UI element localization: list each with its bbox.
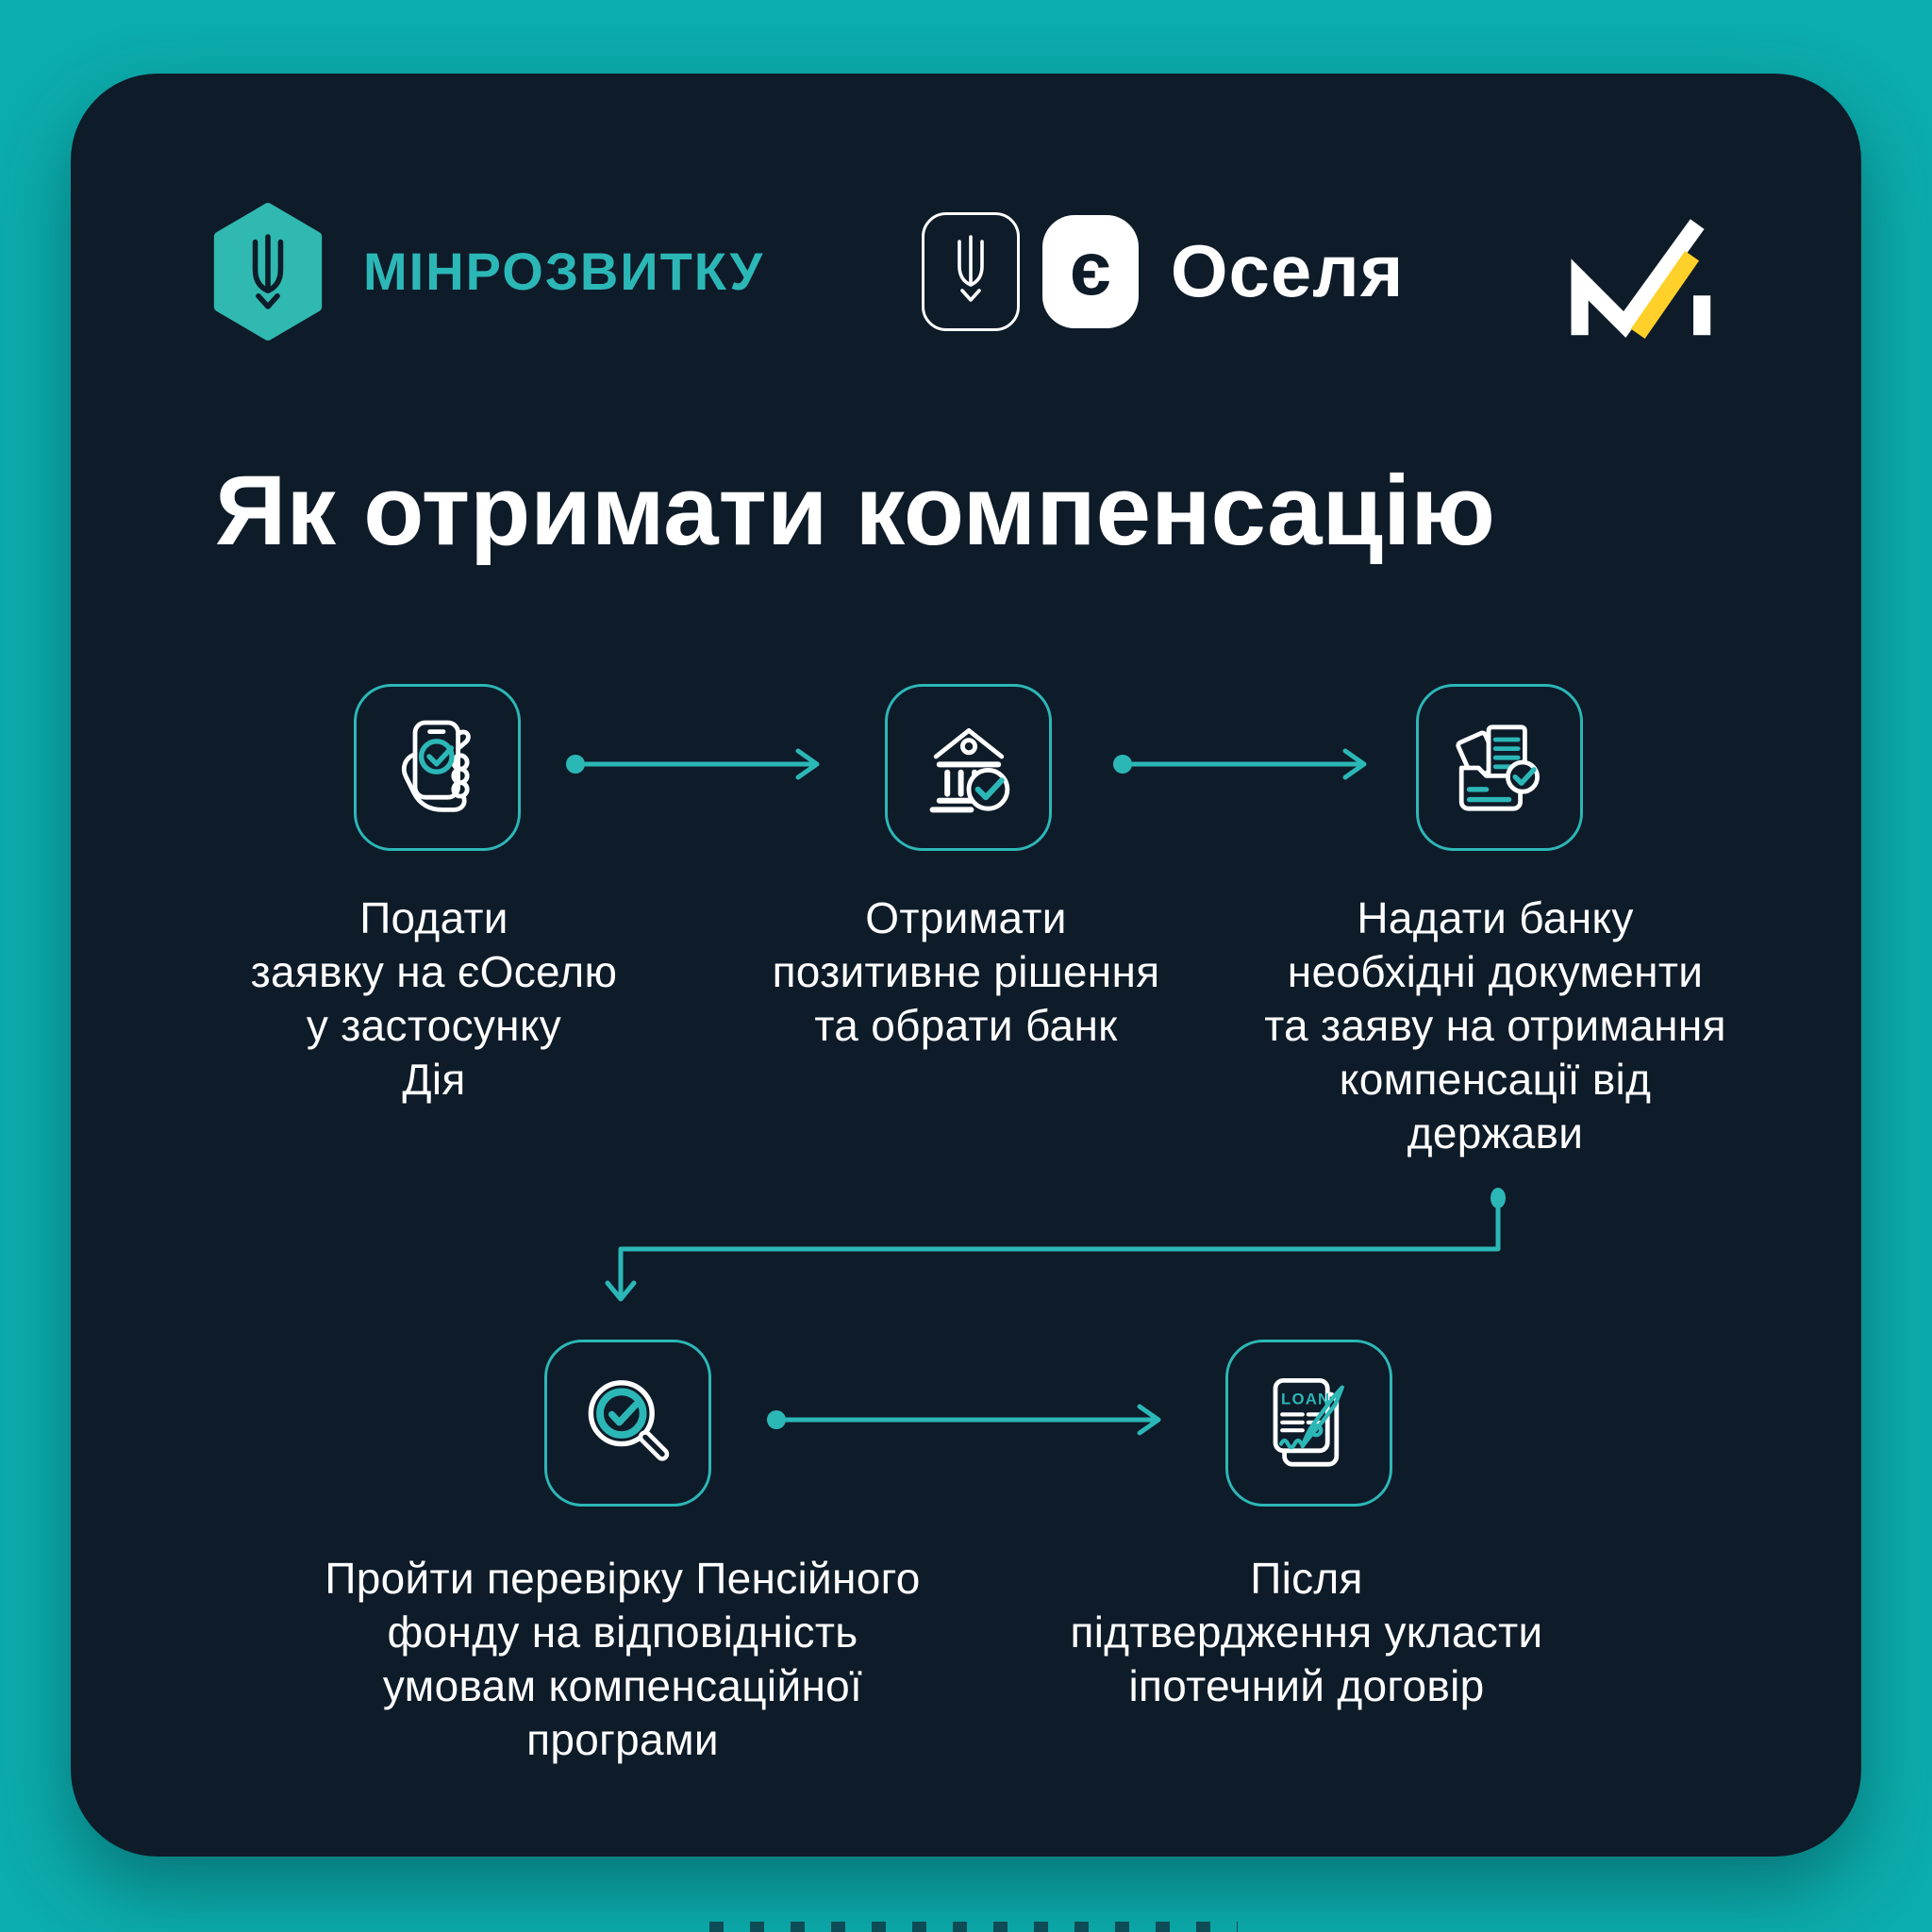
header	[212, 179, 1720, 363]
ye-letter: є	[1069, 225, 1111, 310]
step-5-line: підтвердження укласти	[1070, 1607, 1543, 1657]
documents-folder-check-icon	[1443, 711, 1557, 824]
step-3-icon-box	[1416, 684, 1583, 851]
step-2-caption	[730, 891, 1202, 1053]
step-5-line: іпотечний договір	[1128, 1661, 1485, 1710]
ministry-logo	[212, 202, 764, 341]
phone-check-icon	[381, 711, 494, 824]
bank-check-icon	[912, 711, 1025, 824]
arrow-step2-step3	[1113, 751, 1364, 777]
loan-label: LOAN	[1280, 1390, 1330, 1408]
step-2-line: та обрати банк	[814, 1001, 1118, 1050]
step-4-line: програми	[526, 1715, 719, 1764]
step-3-line: та заяву на отримання	[1264, 1001, 1726, 1050]
content-card	[71, 74, 1861, 1857]
step-1-line: Дія	[402, 1055, 466, 1104]
ministry-label: МІНРОЗВИТКУ	[363, 242, 765, 301]
loan-contract-pen-icon	[1253, 1367, 1366, 1480]
step-1-caption	[198, 891, 670, 1107]
step-1-line: у застосунку	[306, 1001, 562, 1050]
eoselia-logo	[922, 212, 1405, 331]
trident-app-icon	[922, 212, 1020, 331]
m-brand-icon	[1561, 205, 1720, 339]
step-3-caption	[1245, 891, 1745, 1160]
eoselia-label: Оселя	[1170, 229, 1405, 312]
page-title: Як отримати компенсацію	[215, 456, 1495, 566]
step-1-line: Подати	[359, 893, 508, 942]
step-2-line: Отримати	[865, 893, 1067, 942]
step-4-line: умовам компенсаційної	[382, 1661, 863, 1710]
arrow-step4-step5	[767, 1407, 1158, 1433]
step-5-icon-box	[1225, 1340, 1392, 1507]
trident-icon	[942, 232, 999, 311]
cropped-bottom-text	[709, 1922, 1238, 1932]
step-5-caption	[1019, 1552, 1594, 1713]
step-4-line: фонду на відповідність	[387, 1607, 858, 1657]
step-3-line: держави	[1407, 1108, 1584, 1158]
step-1-line: заявку на єОселю	[250, 947, 618, 996]
step-3-line: Надати банку	[1357, 893, 1634, 942]
magnifier-check-icon	[572, 1367, 685, 1480]
ye-app-icon	[1042, 215, 1139, 328]
step-4-line: Пройти перевірку Пенсійного	[325, 1554, 921, 1603]
step-4-icon-box	[544, 1340, 711, 1507]
step-1-icon-box	[354, 684, 521, 851]
arrow-step1-step2	[566, 751, 817, 777]
step-3-line: компенсації від	[1339, 1055, 1652, 1104]
step-2-line: позитивне рішення	[772, 947, 1160, 996]
ministry-hexagon-trident-icon	[212, 202, 324, 341]
step-3-line: необхідні документи	[1287, 947, 1704, 996]
step-5-line: Після	[1250, 1554, 1363, 1603]
connector-step3-step4	[608, 1188, 1506, 1299]
step-4-caption	[297, 1552, 948, 1767]
step-2-icon-box	[885, 684, 1052, 851]
